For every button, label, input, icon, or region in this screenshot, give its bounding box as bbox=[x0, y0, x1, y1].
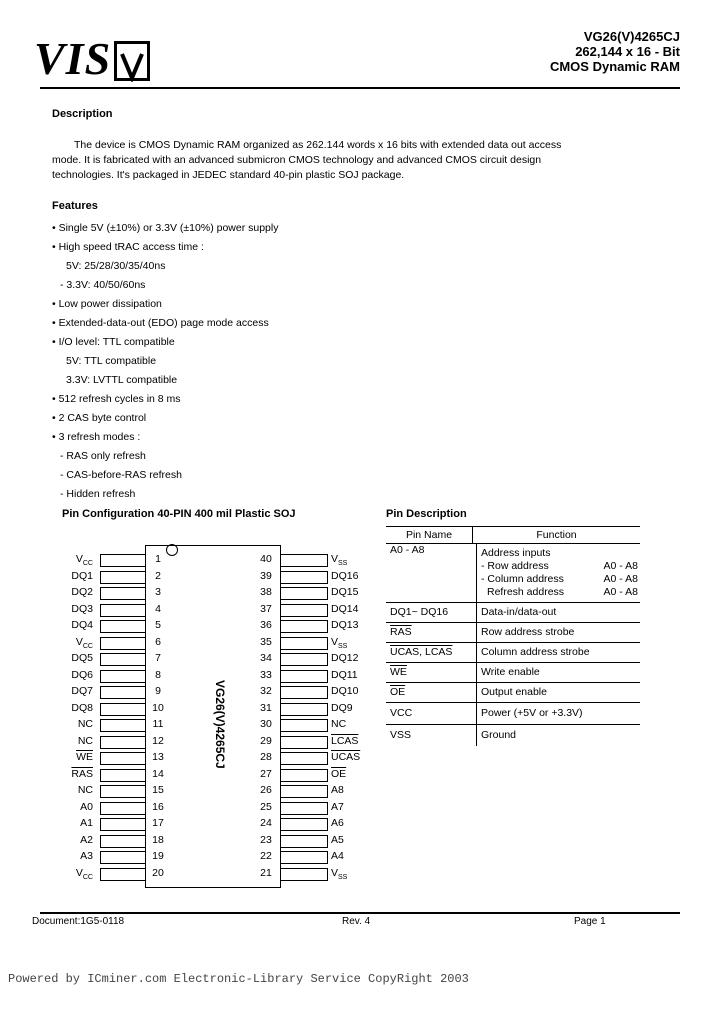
pin-label-right: DQ9 bbox=[331, 701, 353, 714]
pin-lead bbox=[281, 587, 328, 600]
pin-name: UCAS, LCAS bbox=[386, 643, 477, 662]
part-title bbox=[550, 29, 680, 74]
pin-name: VCC bbox=[386, 703, 477, 724]
pin-number: 35 bbox=[260, 635, 272, 648]
pin-lead bbox=[281, 719, 328, 732]
pin-function: Column address strobe bbox=[481, 646, 590, 658]
pin-label-right: DQ16 bbox=[331, 569, 359, 582]
pin-label-right: LCAS bbox=[331, 734, 359, 747]
pin-number: 31 bbox=[260, 701, 272, 714]
pin-number: 12 bbox=[152, 734, 164, 747]
pin-number: 22 bbox=[260, 850, 272, 862]
pin-lead bbox=[281, 620, 328, 633]
feature-item: • High speed tRAC access time : bbox=[52, 241, 204, 253]
pin-lead bbox=[281, 851, 328, 864]
feature-item: • Single 5V (±10%) or 3.3V (±10%) power supply bbox=[52, 222, 279, 234]
pin1-marker-icon bbox=[166, 544, 178, 556]
pin-lead bbox=[100, 769, 145, 782]
pin-number: 9 bbox=[155, 685, 161, 697]
pin-label-right: A4 bbox=[331, 850, 344, 862]
pin-lead bbox=[281, 835, 328, 848]
pin-label-left: DQ4 bbox=[71, 619, 93, 631]
pin-lead bbox=[281, 703, 328, 716]
function-value: A0 - A8 bbox=[603, 586, 638, 598]
feature-item: • Low power dissipation bbox=[52, 298, 162, 310]
pin-number: 3 bbox=[155, 586, 161, 598]
function-line: - Row address bbox=[481, 560, 549, 572]
pin-name: $\overline{OE}$ bbox=[386, 683, 477, 702]
pin-desc-col-name: Pin Name bbox=[386, 527, 473, 543]
feature-item: - CAS-before-RAS refresh bbox=[60, 469, 182, 481]
feature-item: 3.3V: LVTTL compatible bbox=[66, 374, 178, 386]
pin-label-left: DQ7 bbox=[71, 685, 93, 697]
pin-label-right: $V_{SS}$ bbox=[331, 553, 348, 568]
pin-lead bbox=[100, 670, 145, 683]
pin-label-left: A3 bbox=[80, 850, 93, 862]
pin-number: 24 bbox=[260, 817, 272, 829]
footer-document: Document:1G5-0118 bbox=[32, 916, 125, 927]
footer-rule bbox=[40, 912, 680, 914]
feature-item: - Hidden refresh bbox=[60, 488, 136, 500]
pin-desc-row bbox=[386, 703, 640, 725]
pin-label-right: A8 bbox=[331, 784, 344, 796]
pin-desc-row bbox=[386, 544, 640, 603]
pin-lead bbox=[281, 571, 328, 584]
company-logo bbox=[34, 33, 150, 84]
pin-label-right: $\overline{OE}$ bbox=[331, 767, 347, 780]
pin-lead bbox=[281, 637, 328, 650]
pin-number: 39 bbox=[260, 569, 272, 582]
pin-label-right: A6 bbox=[331, 817, 344, 829]
pin-lead bbox=[281, 802, 328, 815]
pin-desc-row bbox=[386, 603, 640, 623]
chip-body bbox=[145, 545, 281, 888]
pin-name: DQ1~ DQ16 bbox=[386, 603, 477, 622]
pin-number: 20 bbox=[152, 866, 164, 879]
pin-label-left: NC bbox=[77, 734, 93, 747]
description-line-2: mode. It is fabricated with an advanced submicron CMOS technology and advanced CMOS circuit design bbox=[52, 154, 542, 166]
pin-lead bbox=[100, 554, 145, 567]
pin-lead bbox=[100, 587, 145, 600]
pin-desc-header-row bbox=[386, 526, 640, 544]
pin-label-right: NC bbox=[331, 718, 347, 730]
pin-number: 23 bbox=[260, 833, 272, 846]
pin-lead bbox=[100, 604, 145, 617]
pin-lead bbox=[281, 554, 328, 567]
pin-label-left: $\overline{WE}$ bbox=[76, 751, 93, 763]
pin-lead bbox=[281, 785, 328, 798]
pin-lead bbox=[100, 703, 145, 716]
pin-lead bbox=[281, 818, 328, 831]
pin-name: $\overline{WE}$ bbox=[386, 663, 477, 682]
feature-item: - 3.3V: 40/50/60ns bbox=[60, 279, 146, 291]
pin-number: 18 bbox=[152, 833, 164, 846]
pin-lead bbox=[281, 769, 328, 782]
pin-desc-row bbox=[386, 725, 640, 746]
footer-page: Page 1 bbox=[574, 916, 606, 927]
pin-lead bbox=[100, 653, 145, 666]
pin-number: 17 bbox=[152, 817, 164, 829]
function-line: Refresh address bbox=[487, 586, 565, 598]
pin-function: Output enable bbox=[481, 686, 547, 698]
pin-number: 28 bbox=[260, 751, 272, 763]
pin-number: 16 bbox=[152, 800, 164, 813]
pin-label-right: DQ11 bbox=[331, 668, 358, 681]
pin-lead bbox=[100, 835, 145, 848]
pin-label-right: DQ14 bbox=[331, 602, 359, 615]
pin-label-left: DQ2 bbox=[71, 586, 93, 598]
pin-name: VSS bbox=[386, 725, 477, 746]
pin-config-heading: Pin Configuration 40-PIN 400 mil Plastic SOJ bbox=[62, 508, 296, 520]
pin-lead bbox=[100, 637, 145, 650]
pin-desc-table bbox=[386, 526, 640, 746]
pin-number: 2 bbox=[155, 569, 161, 582]
pin-number: 5 bbox=[155, 619, 161, 631]
pin-desc-col-function: Function bbox=[536, 529, 577, 541]
pin-number: 38 bbox=[260, 586, 272, 598]
pin-number: 40 bbox=[260, 553, 272, 565]
pin-function bbox=[477, 544, 640, 602]
pin-number: 34 bbox=[260, 652, 272, 664]
pin-label-right: DQ15 bbox=[331, 586, 359, 598]
pin-lead bbox=[281, 736, 328, 749]
pin-lead bbox=[281, 670, 328, 683]
function-value: A0 - A8 bbox=[603, 573, 638, 585]
pin-label-right: A7 bbox=[331, 800, 344, 813]
pin-number: 1 bbox=[155, 553, 161, 565]
function-value: A0 - A8 bbox=[603, 560, 638, 572]
pin-number: 19 bbox=[152, 850, 164, 862]
description-line-3: technologies. It's packaged in JEDEC standard 40-pin plastic SOJ package. bbox=[52, 169, 405, 181]
pin-lead bbox=[100, 851, 145, 864]
feature-item: • 512 refresh cycles in 8 ms bbox=[52, 393, 181, 405]
pin-label-right: DQ10 bbox=[331, 685, 359, 697]
pin-function: Row address strobe bbox=[481, 626, 575, 638]
feature-item: • Extended-data-out (EDO) page mode access bbox=[52, 317, 269, 329]
feature-item: 5V: 25/28/30/35/40ns bbox=[66, 260, 166, 272]
pin-label-left: $V_{CC}$ bbox=[75, 553, 93, 568]
pin-label-left: NC bbox=[77, 784, 93, 796]
header-rule bbox=[40, 87, 680, 89]
pin-label-left: A2 bbox=[80, 833, 93, 846]
feature-item: • I/O level: TTL compatible bbox=[52, 336, 175, 348]
pin-lead bbox=[281, 752, 328, 765]
pin-number: 6 bbox=[155, 635, 161, 648]
pin-number: 37 bbox=[260, 602, 272, 615]
pin-label-left: DQ1 bbox=[71, 569, 93, 582]
pin-number: 15 bbox=[152, 784, 164, 796]
pin-label-right: DQ13 bbox=[331, 619, 359, 631]
pin-label-left: $V_{CC}$ bbox=[75, 866, 93, 881]
chip-label: VG26(V)4265CJ bbox=[213, 680, 227, 769]
pin-name: A0 - A8 bbox=[386, 544, 477, 602]
title-line-2: 262,144 x 16 - Bit bbox=[575, 44, 680, 59]
feature-item: • 2 CAS byte control bbox=[52, 412, 147, 424]
pin-desc-row bbox=[386, 643, 640, 663]
description-heading: Description bbox=[52, 108, 113, 120]
pin-label-left: DQ3 bbox=[71, 602, 93, 615]
pin-lead bbox=[100, 868, 145, 881]
pin-label-left: DQ6 bbox=[71, 668, 93, 681]
logo-text: VIS bbox=[34, 33, 112, 84]
pin-function: Ground bbox=[481, 729, 517, 741]
pin-label-right: DQ12 bbox=[331, 652, 359, 664]
pin-desc-row bbox=[386, 623, 640, 643]
title-line-1: VG26(V)4265CJ bbox=[583, 29, 680, 44]
description-line-1: The device is CMOS Dynamic RAM organized as 262.144 words x 16 bits with extended data out access bbox=[74, 139, 562, 151]
pin-number: 14 bbox=[152, 767, 164, 780]
pin-label-right: UCAS bbox=[331, 751, 361, 763]
pin-label-right: $V_{SS}$ bbox=[331, 866, 348, 881]
pin-lead bbox=[100, 736, 145, 749]
feature-item: • 3 refresh modes : bbox=[52, 431, 141, 443]
pin-label-right: $V_{SS}$ bbox=[331, 635, 348, 650]
pin-number: 26 bbox=[260, 784, 272, 796]
pin-function: Data-in/data-out bbox=[481, 606, 557, 618]
pin-lead bbox=[100, 785, 145, 798]
pin-number: 7 bbox=[155, 652, 161, 664]
pin-label-right: A5 bbox=[331, 833, 344, 846]
pin-lead bbox=[100, 686, 145, 699]
v-box-logo-icon bbox=[114, 41, 150, 81]
pin-desc-heading: Pin Description bbox=[386, 508, 467, 520]
pin-desc-row bbox=[386, 663, 640, 683]
pin-lead bbox=[100, 802, 145, 815]
pin-function: Write enable bbox=[481, 666, 540, 678]
pin-label-left: DQ5 bbox=[71, 652, 93, 664]
pin-label-left: A1 bbox=[80, 817, 93, 829]
pin-lead bbox=[100, 752, 145, 765]
feature-item: - RAS only refresh bbox=[60, 450, 146, 462]
pin-number: 10 bbox=[152, 701, 164, 714]
pin-name: $\overline{RAS}$ bbox=[386, 623, 477, 642]
pin-number: 21 bbox=[260, 866, 272, 879]
pin-lead bbox=[100, 719, 145, 732]
pin-label-left: $V_{CC}$ bbox=[75, 635, 93, 650]
pin-number: 25 bbox=[260, 800, 272, 813]
title-line-3: CMOS Dynamic RAM bbox=[549, 59, 680, 74]
footer-rev: Rev. 4 bbox=[342, 916, 371, 927]
pin-lead bbox=[100, 620, 145, 633]
features-list bbox=[52, 219, 452, 504]
pin-number: 29 bbox=[260, 734, 272, 747]
pin-number: 8 bbox=[155, 668, 161, 681]
pin-function: Power (+5V or +3.3V) bbox=[481, 707, 583, 719]
pin-number: 32 bbox=[260, 685, 272, 697]
pin-lead bbox=[281, 604, 328, 617]
pin-lead bbox=[281, 868, 328, 881]
pin-label-left: A0 bbox=[80, 800, 93, 813]
pin-label-left: DQ8 bbox=[71, 701, 93, 714]
pin-lead bbox=[281, 653, 328, 666]
pin-number: 11 bbox=[152, 718, 164, 730]
feature-item: 5V: TTL compatible bbox=[66, 355, 157, 367]
pin-number: 27 bbox=[260, 767, 272, 780]
pin-lead bbox=[100, 818, 145, 831]
description-text bbox=[52, 138, 672, 183]
pin-label-left: NC bbox=[77, 718, 93, 730]
pin-lead bbox=[281, 686, 328, 699]
pin-lead bbox=[100, 571, 145, 584]
pin-number: 13 bbox=[152, 751, 164, 763]
pin-number: 33 bbox=[260, 668, 272, 681]
function-line: - Column address bbox=[481, 573, 564, 585]
pin-number: 4 bbox=[155, 602, 161, 615]
function-line: Address inputs bbox=[481, 547, 551, 559]
features-heading: Features bbox=[52, 200, 98, 212]
powered-by: Powered by ICminer.com Electronic-Library Service CopyRight 2003 bbox=[8, 972, 469, 986]
pin-label-left: $\overline{RAS}$ bbox=[71, 767, 93, 780]
pin-number: 30 bbox=[260, 718, 272, 730]
pin-desc-row bbox=[386, 683, 640, 703]
pin-number: 36 bbox=[260, 619, 272, 631]
